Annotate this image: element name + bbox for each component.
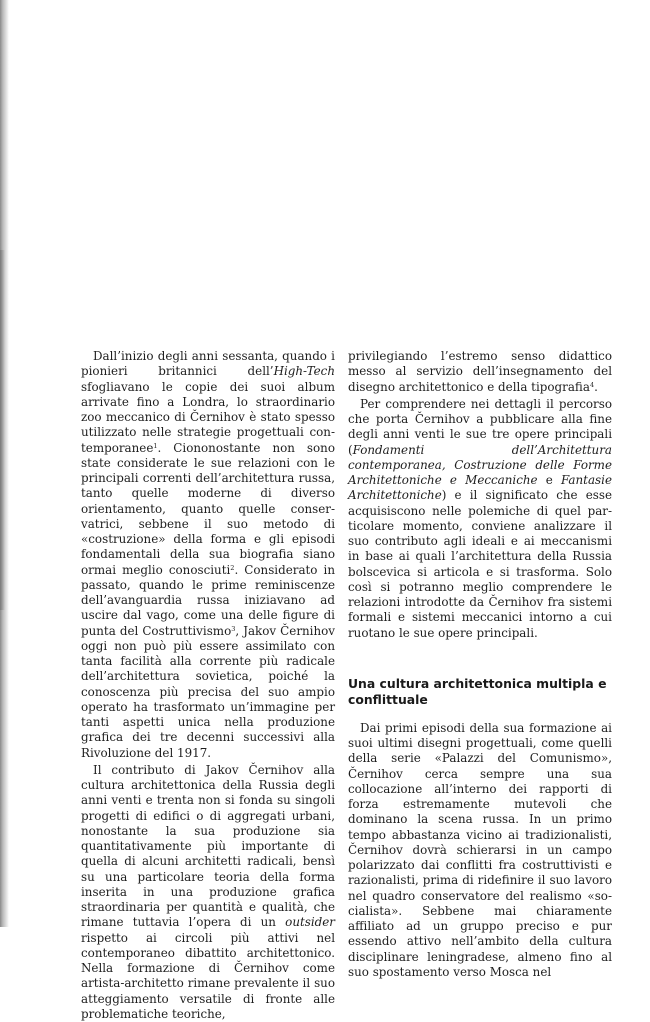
- italic-term: outsider: [285, 915, 335, 930]
- page-edge-shadow: [0, 0, 9, 927]
- paragraph: Dall’inizio degli anni sessanta, quando i pionieri britannici dell’High-Tech sfogliavano le copie dei suoi album arrivate fino a Londra, lo straordinario zoo meccanico di Černihov è stato spesso utilizzato nelle strategie progettuali contemporanee$^1$. Ciononostante non sono state considerate le sue relazioni con le principali correnti dell’architettura russa, tanto quelle moderne di diverso orientamento, quanto quelle conservatrici, sebbene il suo metodo di «costruzione» della forma e gli episodi fondamentali della sua biografia siano ormai meglio conosciuti$^2$. Considerato in passato, quando le prime reminiscenze dell’avanguardia russa iniziavano ad uscire dal vago, come una delle figure di punta del Costruttivismo$^3$, Jakov Černihov oggi non può più essere assimilato con tanta facilità alla corrente più radicale dell’architettura sovietica, poiché la conoscenza più precisa del suo ampio operato ha trasformato un’immagine per tanti aspetti unica nella produzione grafica dei tre decenni successivi alla Rivoluzione del 1917.: [81, 349, 336, 760]
- footnote-ref[interactable]: 1: [153, 441, 158, 450]
- left-column: [81, 349, 335, 1022]
- italic-book-titles: Fondamenti dell’Architettura contemporanea, Costruzione delle Forme Architettoniche e Meccaniche: [348, 442, 612, 487]
- right-column: [348, 349, 612, 980]
- paragraph: Il contributo di Jakov Černihov alla cultura architettonica della Russia degli anni venti e trenta non si fonda su singoli progetti di edifici o di aggregati urbani, nonostante la sua produzione sia quantitativamente più importante di quella di alcuni architetti radicali, bensì su una particolare teoria della forma inserita in una produzione grafica straordinaria per quantità e qualità, che rimane tuttavia l’opera di un outsider rispetto ai circoli più attivi nel contemporaneo dibattito architettonico. Nella formazione di Černihov come artista-architetto rimane prevalente il suo atteggiamento versatile di fronte alle problematiche teoriche,: [81, 762, 335, 1021]
- italic-term: High-Tech: [273, 364, 335, 379]
- footnote-ref[interactable]: 3: [231, 624, 236, 633]
- italic-book-title: Fantasie Architettoniche: [348, 473, 612, 503]
- paragraph: privilegiando l’estremo senso didattico messo al servizio dell’insegnamento del disegno architettonico e della tipografia$^4$.: [348, 349, 612, 394]
- paragraph: Dai primi episodi della sua formazione ai suoi ultimi disegni progettuali, come quelli della serie «Palazzi del Comunismo», Černihov cerca sempre una sua collocazione all’interno dei rapporti di forza estremamente mutevoli che dominano la scena russa. In un primo tempo abbastanza vicino ai tradizionalisti, Černihov dovrà schierarsi in un campo polarizzato dai conflitti fra costruttivisti e razionalisti, prima di ridefinire il suo lavoro nel quadro conservatore del realismo «socialista». Sebbene mai chiaramente affiliato ad un gruppo preciso e pur essendo attivo nell’ambito della cultura disciplinare leningradese, almeno fino al suo spostamento verso Mosca nel: [348, 720, 612, 979]
- section-heading: Una cultura architettonica multipla e conflittuale: [348, 675, 607, 707]
- footnote-ref[interactable]: 4: [589, 380, 595, 389]
- paragraph: Per comprendere nei dettagli il percorso che porta Černihov a pubblicare alla fine degli anni venti le sue tre opere principali (Fondamenti dell’Architettura contemporanea, Costruzione delle Forme Architettoniche e Meccaniche e Fantasie Architettoniche) e il significato che esse acquisiscono nelle polemiche di quel particolare momento, conviene analizzare il suo contributo agli ideali e ai meccanismi in base ai quali l’architettura della Russia bolscevica si articola e si trasforma. Solo così si potranno meglio comprendere le relazioni introdotte da Černihov fra sistemi formali e sistemi meccanici intorno a cui ruotano le sue opere principali.: [348, 396, 612, 640]
- footnote-ref[interactable]: 2: [230, 563, 235, 572]
